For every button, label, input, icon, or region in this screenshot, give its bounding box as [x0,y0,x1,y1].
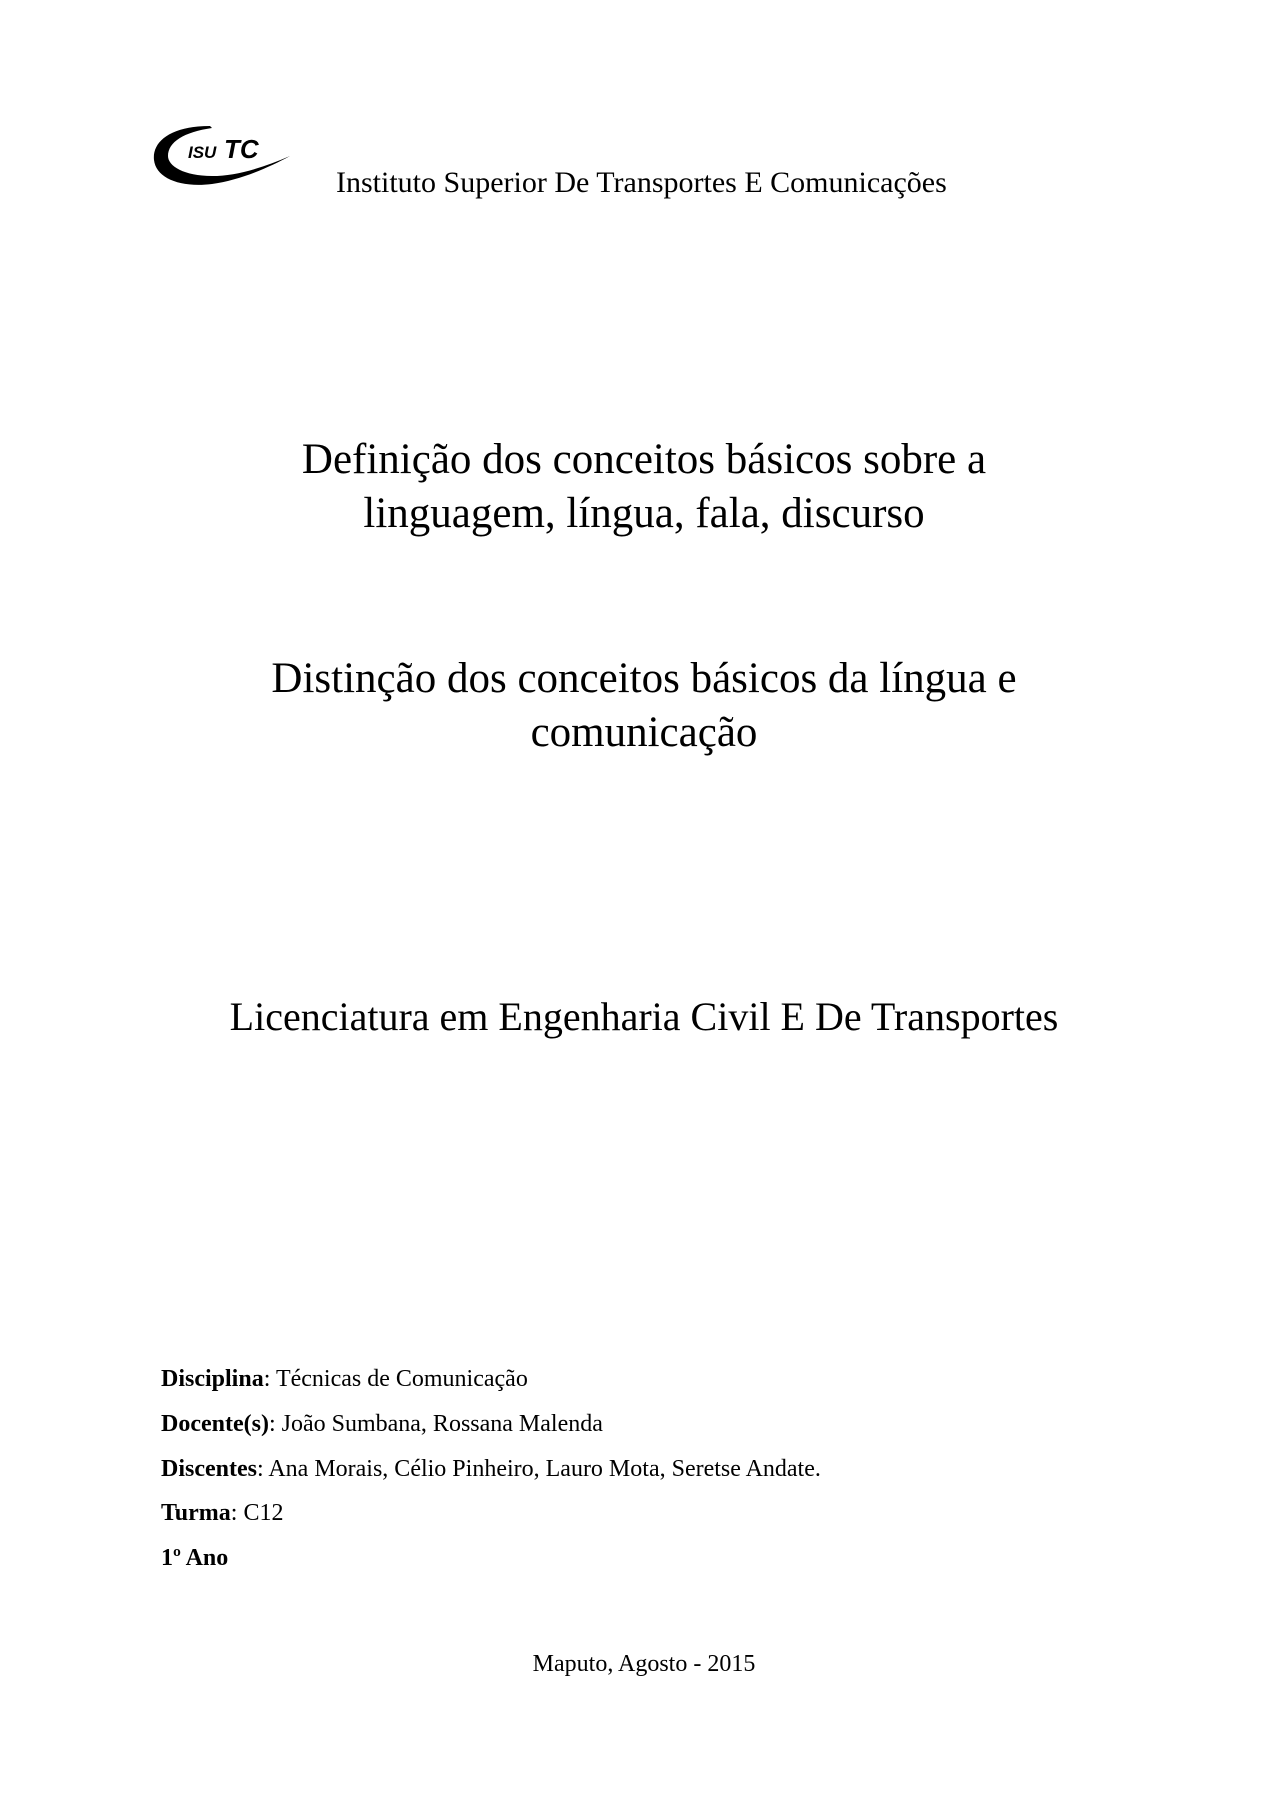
year-row [161,1545,821,1590]
isutc-logo [150,120,295,190]
course-name: Licenciatura em Engenharia Civil E De Transportes [229,994,1059,1039]
class-label: Turma [161,1500,231,1527]
svg-text:TC: TC [224,134,259,164]
title-line: Definição dos conceitos básicos sobre a [301,436,987,483]
students-value: : Ana Morais, Célio Pinheiro, Lauro Mota, Seretse Andate. [256,1455,821,1482]
class-value: : C12 [230,1500,284,1527]
title-line: comunicação [530,709,758,756]
title-distinction [0,652,1280,760]
discipline-value: : Técnicas de Comunicação [263,1366,528,1392]
teachers-label: Docente(s) [161,1410,269,1437]
discipline-row [161,1366,821,1411]
teachers-row [161,1411,821,1456]
details-block [161,1366,821,1590]
class-row [161,1500,821,1545]
teachers-value: : João Sumbana, Rossana Malenda [268,1410,603,1437]
discipline-label: Disciplina [161,1366,264,1392]
title-definition [0,433,1280,541]
students-row [161,1456,821,1501]
title-line: Distinção dos conceitos básicos da língua e [271,655,1017,702]
place-date: Maputo, Agosto - 2015 [532,1651,756,1677]
year-label: 1º Ano [161,1545,229,1572]
svg-text:ISU: ISU [188,143,217,162]
students-label: Discentes [161,1455,257,1482]
institution-name: Instituto Superior De Transportes E Comunicações [336,166,947,199]
title-line: linguagem, língua, fala, discurso [363,490,925,537]
